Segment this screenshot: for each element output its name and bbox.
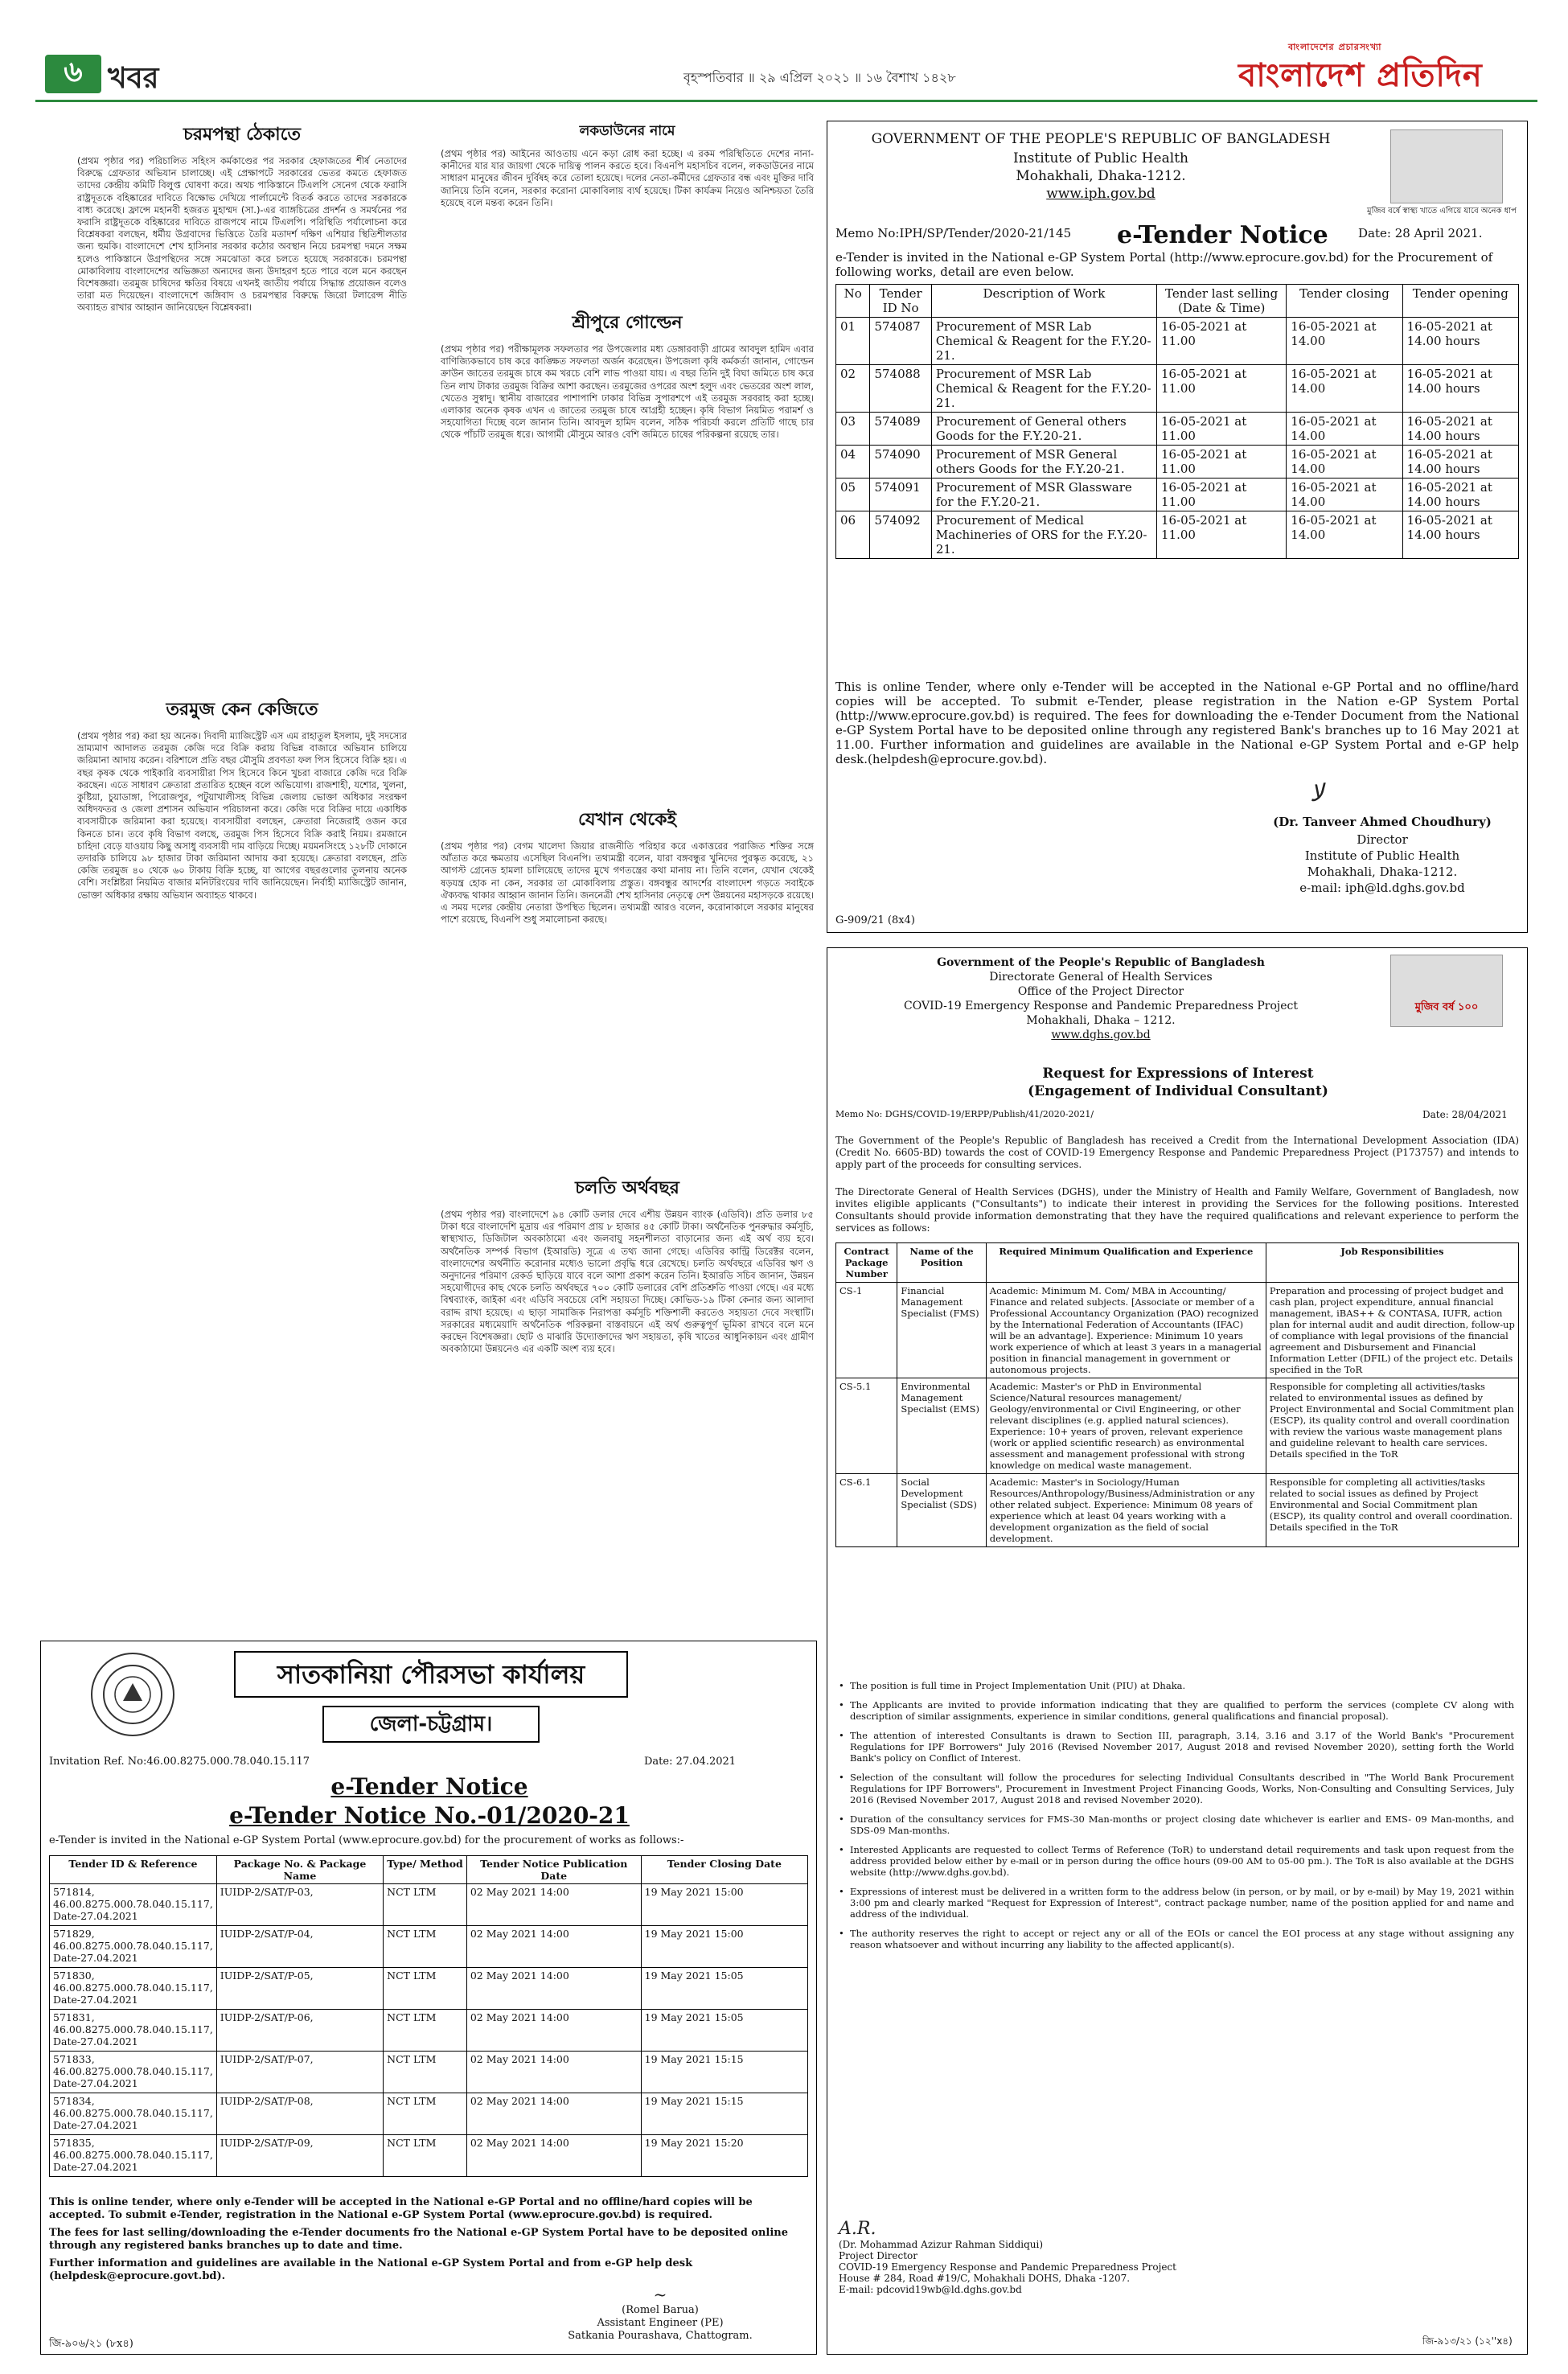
dghs-line-1: Government of the People's Republic of Bangladesh [937, 956, 1265, 969]
story-3-title: লকডাউনের নামে [579, 123, 675, 139]
table-cell: 16-05-2021 at 14.00 [1287, 318, 1402, 365]
satkania-signer-name: (Romel Barua) [622, 2304, 699, 2316]
list-item: • The authority reserves the right to accept or reject any or all of the EOIs or cancel the EOI process at any stage without assigning any reason whatsoever and without incurring any liability to the affected applicant(s). [839, 1928, 1514, 1950]
iph-ad-code: G-909/21 (8x4) [835, 914, 915, 926]
dghs-line-2: Directorate General of Health Services [989, 971, 1213, 984]
dghs-sig-title: Project Director [839, 2250, 918, 2261]
story-6-title: চলতি অর্থবছর [575, 1178, 679, 1198]
table-cell: 571835, 46.00.8275.000.78.040.15.117, Date-27.04.2021 [50, 2135, 217, 2177]
story-4-body: (প্রথম পৃষ্ঠার পর) পরীক্ষামূলক সফলতার পর উপজেলার মধ্য ডেঙ্গারবাড়ী গ্রামের আবদুল হামিদ এবার বাণিজ্যিকভাবে চাষ করে কাঙ্ক্ষিত সফলতা অর্জন করেছেন। উপজেলা কৃষি কর্মকর্তা জানান, গোল্ডেন ক্রাউন জাতের তরমুজ চাষে কম খরচে বেশি লাভ পাওয়া যায়। এ বছর তিনি দুই বিঘা জমিতে চাষ করে তিন লাখ টাকার তরমুজ বিক্রির আশা করছেন। তরমুজের ওপরের অংশ হলুদ এবং ভেতরের অংশ লাল, খেতেও সুস্বাদু। স্থানীয় বাজারের পাশাপাশি ঢাকার বিভিন্ন সুপারশপে এই তরমুজ সরবরাহ করা হচ্ছে। এলাকার অনেক কৃষক এখন এ জাতের তরমুজ চাষে আগ্রহী হচ্ছেন। কৃষি বিভাগ নিয়মিত পরামর্শ ও সহযোগিতা দিচ্ছে বলে জানান তিনি। আবদুল হামিদ বলেন, সঠিক পরিচর্যা করলে প্রতিটি গাছে চার থেকে পাঁচটি তরমুজ ধরে। আগামী মৌসুমে আরও বেশি জমিতে চাষের পরিকল্পনা রয়েছে তার। [441, 343, 817, 441]
table-cell: IUIDP-2/SAT/P-05, [216, 1968, 383, 2010]
iph-footer: This is online Tender, where only e-Tender will be accepted in the National e-GP Portal and no offline/hard copies will be accepted. To submit e-Tender, please registration in the Nation e-GP System Portal (http://www.eprocure.gov.bd) is required. The fees for downloading the e-Tender Document from the National e-GP System Portal have to be deposited online through any registered Bank's branches up to 16 May 2021 at 11.00. Further information and guidelines are available in the National e-GP System Portal and e-GP help desk.(helpdesh@eprocure.gov.bd). [835, 680, 1519, 766]
table-row [836, 1283, 1519, 1378]
iph-institute: Institute of Public Health [1013, 150, 1188, 166]
table-cell: 02 May 2021 14:00 [466, 1968, 641, 2010]
dghs-col-header: Contract Package Number [836, 1243, 897, 1283]
satkania-office-title: সাতকানিয়া পৌরসভা কার্যালয় [234, 1651, 628, 1698]
table-cell: 571831, 46.00.8275.000.78.040.15.117, Date-27.04.2021 [50, 2010, 217, 2052]
table-cell: Academic: Master's in Sociology/Human Resources/Anthropology/Business/Administration or any other related subject. Experience: Minimum 08 years of experience which at least 04 years working with a development organization as the field of social development. [986, 1474, 1266, 1547]
pourashava-seal-icon [91, 1653, 174, 1736]
table-cell: 574088 [870, 365, 931, 413]
story-1-body: (প্রথম পৃষ্ঠার পর) পরিচালিত সহিংস কর্মকাণ্ডের পর সরকার হেফাজতের শীর্ষ নেতাদের বিরুদ্ধে গ্রেফতার অভিযান চালাচ্ছে। এই প্রেক্ষাপটে সরকারের ভেতর কমতে হেফাজত তাদের কেন্দ্রীয় কমিটি বিলুপ্ত ঘোষণা করে। অথচ পাকিস্তানে টিএলপি সেনেগ থেকে ফরাসি রাষ্ট্রদূতকে বহিষ্কারের দাবিতে বিক্ষোভ দেখিয়ে পার্লামেন্টে বিতর্ক করতে তাদের সরকারকে বাধ্য করেছে। ফ্রান্সে মহানবী হজরত মুহাম্মদ (সা.)-এর ব্যাঙ্গচিত্রের প্রদর্শন ও সমর্থনের পর ফরাসি রাষ্ট্রদূতকে বহিষ্কারের দাবিতে রাজপথে নামে টিএলপি। পরিস্থিতি পর্যালোচনা করে বিশ্লেষকরা বলছেন, ধর্মীয় উগ্রবাদের ভিত্তিতে তৈরি মতাদর্শ দক্ষিণ এশিয়ার স্থিতিশীলতার জন্য হুমকি। বাংলাদেশে শেখ হাসিনার সরকার কঠোর অবস্থান নিয়ে চরমপন্থা দমনে সক্ষম হলেও পাকিস্তানে উগ্রপন্থিদের সঙ্গে সমঝোতা করে চলতে হয়েছে সরকারকে। চরমপন্থা মোকাবিলায় বাংলাদেশের অভিজ্ঞতা অন্যদের জন্য উদাহরণ হতে পারে বলে মনে করছেন বিশেষজ্ঞরা। তরমুজ চাষিদের ক্ষতির বিষয়ে এখনই জাতীয় পর্যায়ে সিদ্ধান্ত প্রয়োজন বলেও তারা মত দিয়েছেন। বাংলাদেশে জঙ্গিবাদ ও চরমপন্থার বিরুদ্ধে জিরো টলারেন্স নীতি অব্যাহত রাখার আহ্বান জানিয়েছেন বিশ্লেষকরা। [77, 155, 410, 314]
satkania-tender-table [49, 1855, 808, 2177]
iph-tender-table [835, 284, 1519, 559]
table-cell: 574087 [870, 318, 931, 365]
table-cell: Procurement of Medical Machineries of ORS for the F.Y.20-21. [931, 511, 1156, 559]
story-2 [77, 696, 410, 902]
table-cell: 19 May 2021 15:05 [641, 2010, 807, 2052]
table-cell: IUIDP-2/SAT/P-06, [216, 2010, 383, 2052]
list-item: • Interested Applicants are requested to collect Terms of Reference (ToR) to understand detail requirements and task upon request from the address provided below either by e-mail or in person during the office hours (09-00 AM to 05-00 pm.). The ToR is also available at the DGHS website (http://www.dghs.gov.bd). [839, 1844, 1514, 1878]
list-item: • Expressions of interest must be delivered in a written form to the address below (in person, or by mail, or by e-mail) by May 19, 2021 within 3:00 pm and clearly marked "Request for Expression of Interest", contract package number, name of the position applied for and name and address of the individual. [839, 1886, 1514, 1920]
issue-date: বৃহস্পতিবার ॥ ২৯ এপ্রিল ২০২১ ॥ ১৬ বৈশাখ ১৪২৮ [683, 70, 956, 85]
table-cell: Academic: Minimum M. Com/ MBA in Accounting/ Finance and related subjects. [Associate or member of a Professional Accountancy Organization (PAO) recognized by the International Federation of Accountants (IFAC) will be an advantage]. Experience: Minimum 10 years work experience of which at least 3 years in a managerial position in financial management in government or autonomous projects. [986, 1283, 1266, 1378]
list-item: • Duration of the consultancy services for FMS-30 Man-months or project closing date whichever is earlier and EMS- 09 Man-months, and SDS-09 Man-months. [839, 1813, 1514, 1836]
satkania-col-header: Type/ Method [384, 1856, 467, 1884]
table-cell: Procurement of MSR Glassware for the F.Y.20-21. [931, 478, 1156, 511]
satkania-invitation-ref: Invitation Ref. No:46.00.8275.000.78.040.15.117 [49, 1756, 310, 1768]
table-cell: NCT LTM [384, 1968, 467, 2010]
list-item: • The position is full time in Project Implementation Unit (PIU) at Dhaka. [839, 1680, 1514, 1691]
table-row [836, 365, 1519, 413]
iph-sig-title: Director [1357, 832, 1408, 847]
table-cell: 02 May 2021 14:00 [466, 2135, 641, 2177]
table-row [50, 1884, 808, 1926]
table-cell: Financial Management Specialist (FMS) [897, 1283, 986, 1378]
portrait-image [1390, 129, 1503, 203]
table-cell: 16-05-2021 at 11.00 [1157, 413, 1287, 446]
dghs-line-6: www.dghs.gov.bd [1051, 1029, 1151, 1041]
table-cell: IUIDP-2/SAT/P-04, [216, 1926, 383, 1968]
table-row [50, 2135, 808, 2177]
iph-web: www.iph.gov.bd [1046, 186, 1155, 202]
satkania-col-header: Package No. & Package Name [216, 1856, 383, 1884]
table-cell: 19 May 2021 15:20 [641, 2135, 807, 2177]
story-2-body: (প্রথম পৃষ্ঠার পর) করা হয় অনেক। দিবাদী ম্যাজিস্ট্রেট এস এম রাহাতুল ইসলাম, দুই সদস্যের ভ্রাম্যমাণ আদালত তরমুজ কেজি দরে বিক্রি করায় বিভিন্ন বাজারে অভিযান চালিয়ে জরিমানা আদায় করেন। বরিশালে প্রতি বছর মৌসুমি প্রবণতা ফল পিস হিসেবে বিক্রি হয়। এ বছর কৃষক থেকে পাইকারি ব্যবসায়ীরা পিস হিসেবে কিনে খুচরা বাজারে কেজি দরে বিক্রি করছেন। এতে সাধারণ ক্রেতারা প্রতারিত হচ্ছেন বলে অভিযোগ। রাজশাহী, যশোর, খুলনা, কুষ্টিয়া, চুয়াডাঙ্গা, পিরোজপুর, পটুয়াখালীসহ বিভিন্ন জেলায় ভোক্তা অধিকার সংরক্ষণ অধিদফতর ও জেলা প্রশাসন অভিযান পরিচালনা করে। কেজি দরে বিক্রির দায়ে একাধিক ব্যবসায়ীকে জরিমানা করা হয়েছে। ব্যবসায়ীরা বলছেন, ক্রেতারা নিজেরাই ওজন করে কিনতে চান। তবে কৃষি বিভাগ বলছে, তরমুজ পিস হিসেবে বিক্রি করাই নিয়ম। রমজানে চাহিদা বেড়ে যাওয়ায় কিছু অসাধু ব্যবসায়ী দাম বাড়িয়ে দিচ্ছে। ময়মনসিংহে ১২৮টি দোকানে তদারকি চালিয়ে ৯৮ হাজার টাকা জরিমানা আদায় করা হয়েছে। ক্রেতারা বলছেন, প্রতি কেজি তরমুজ ৪০ থেকে ৬০ টাকায় বিক্রি হচ্ছে, যা আগের বছরগুলোর তুলনায় অনেক বেশি। সংশ্লিষ্টরা নিয়মিত বাজার মনিটরিংয়ের দাবি জানিয়েছেন। নির্বাহী ম্যাজিস্ট্রেট জানান, ভোক্তা অধিকার রক্ষায় অভিযান অব্যাহত থাকবে। [77, 730, 410, 901]
iph-col-header: Description of Work [931, 285, 1156, 318]
table-cell: 16-05-2021 at 14.00 hours [1402, 413, 1518, 446]
table-cell: 16-05-2021 at 11.00 [1157, 478, 1287, 511]
dghs-title-1: Request for Expressions of Interest [1042, 1066, 1314, 1082]
list-item: • The Applicants are invited to provide information indicating that they are qualified to perform the services (complete CV along with description of similar assignments, experience in similar conditions, general qualifications and financial proposal). [839, 1699, 1514, 1722]
table-cell: CS-1 [836, 1283, 897, 1378]
dghs-signature-mark: A.R. [839, 2219, 876, 2239]
table-cell: 16-05-2021 at 11.00 [1157, 318, 1287, 365]
iph-sig-email: e-mail: iph@ld.dghs.gov.bd [1299, 881, 1465, 895]
iph-col-header: Tender closing [1287, 285, 1402, 318]
list-item: • Selection of the consultant will follow the procedures for selecting Individual Consultants described in "The World Bank Procurement Regulations for IPF Borrowers", Procurement in Investment Project Financing Goods, Works, Non-Consulting and Consulting Services, July 2016 (Revised November 2017, August 2018 and revised November 2020). [839, 1772, 1514, 1805]
satkania-signer-office: Satkania Pourashava, Chattogram. [568, 2330, 753, 2342]
table-cell: 02 May 2021 14:00 [466, 1884, 641, 1926]
satkania-intro: e-Tender is invited in the National e-GP System Portal (www.eprocure.gov.bd) for the procurement of works as follows:- [49, 1834, 684, 1846]
table-cell: 16-05-2021 at 14.00 [1287, 511, 1402, 559]
table-cell: Responsible for completing all activities/tasks related to environmental issues as defined by Project Environmental and Social Commitment plan (ESCP), its quality control and overall coordination with review the various waste management plans and guideline relevant to health care services. Details specified in the ToR [1266, 1378, 1518, 1474]
page-number: ৬ [45, 55, 101, 93]
table-cell: 05 [836, 478, 870, 511]
table-row [50, 2052, 808, 2093]
table-cell: IUIDP-2/SAT/P-09, [216, 2135, 383, 2177]
table-cell: 02 May 2021 14:00 [466, 2093, 641, 2135]
dghs-eoi-ad [827, 947, 1528, 2355]
table-cell: Social Development Specialist (SDS) [897, 1474, 986, 1547]
story-5 [441, 806, 817, 926]
dghs-para-2: The Directorate General of Health Services (DGHS), under the Ministry of Health and Family Welfare, Government of Bangladesh, now invites eligible applicants ("Consultants") to indicate their interest in providing the Services for the following positions. Interested Consultants should provide information demonstrating that they have the required qualifications and relevant experience to perform the services as follows: [835, 1186, 1519, 1234]
iph-slogan: মুজিব বর্ষে স্বাস্থ্য খাতে এগিয়ে যাবে অনেক ধাপ [1367, 207, 1517, 216]
table-row [836, 318, 1519, 365]
satkania-tender-ad [40, 1641, 817, 2355]
satkania-subheading: e-Tender Notice No.-01/2020-21 [229, 1802, 630, 1829]
table-cell: Academic: Master's or PhD in Environmental Science/Natural resources management/ Geology/environmental or Civil Engineering, or other relevant disciplines (e.g. applied natural sciences). Experience: 10+ years of proven, relevant experience (work or applied scientific research) as environmental assessment and management professional with strong knowledge on medical waste management. [986, 1378, 1266, 1474]
iph-address: Mohakhali, Dhaka-1212. [1016, 168, 1186, 184]
satkania-footer-1: This is online tender, where only e-Tender will be accepted in the National e-GP Portal and no offline/hard copies will be accepted. To submit e-Tender, registration in the National e-GP System Portal (www.eprocure.gov.bd) is required. [49, 2196, 753, 2221]
table-cell: 571834, 46.00.8275.000.78.040.15.117, Date-27.04.2021 [50, 2093, 217, 2135]
table-cell: 571830, 46.00.8275.000.78.040.15.117, Date-27.04.2021 [50, 1968, 217, 2010]
table-cell: 04 [836, 446, 870, 478]
dghs-col-header: Name of the Position [897, 1243, 986, 1283]
story-1 [77, 121, 410, 314]
table-cell: 16-05-2021 at 14.00 [1287, 446, 1402, 478]
table-cell: 16-05-2021 at 14.00 hours [1402, 511, 1518, 559]
table-cell: 02 May 2021 14:00 [466, 1926, 641, 1968]
table-cell: NCT LTM [384, 1884, 467, 1926]
satkania-col-header: Tender ID & Reference [50, 1856, 217, 1884]
story-4 [441, 309, 817, 442]
iph-col-header: Tender opening [1402, 285, 1518, 318]
dghs-signature-block [839, 2219, 1241, 2295]
story-3-body: (প্রথম পৃষ্ঠার পর) আইনের আওতায় এনে কড়া রোধ করা হচ্ছে। এ রকম পরিস্থিতিতে দেশের নানা-কানীদের যার যার জায়গা থেকে দায়িত্ব পালন করতে হবে। বিএনপি মহাসচিব বলেন, লকডাউনের নামে সাধারণ মানুষের জীবন দুর্বিষহ করে তোলা হয়েছে। দলের নেতা-কর্মীদের গ্রেফতার বন্ধ এবং মুক্তির দাবি জানিয়ে তিনি বলেন, সরকার করোনা মোকাবিলায় ব্যর্থ হয়েছে। টিকা কার্যক্রম নিয়েও অনিশ্চয়তা তৈরি হয়েছে বলে মন্তব্য করেন তিনি। [441, 148, 817, 208]
iph-sig-name: (Dr. Tanveer Ahmed Choudhury) [1273, 815, 1492, 829]
table-cell: Preparation and processing of project budget and cash plan, project expenditure, annual financial management, iBAS++ & CONTASA, IUFR, action plan for internal audit and audit direction, follow-up of compliance with legal provisions of the financial agreement and Disbursement and Financial Information Letter (DFIL) of the project etc. Details specified in the ToR [1266, 1283, 1518, 1378]
satkania-district: জেলা-চট্টগ্রাম। [322, 1706, 540, 1743]
table-cell: 03 [836, 413, 870, 446]
dghs-bullet-list [839, 1680, 1514, 1958]
dghs-date: Date: 28/04/2021 [1422, 1109, 1508, 1120]
table-cell: 16-05-2021 at 11.00 [1157, 511, 1287, 559]
satkania-footer-3: Further information and guidelines are available in the National e-GP System Portal and from e-GP help desk (helpdesk@eprocure.govt.bd). [49, 2257, 693, 2282]
header-rule [35, 100, 1537, 102]
table-cell: NCT LTM [384, 1926, 467, 1968]
iph-intro: e-Tender is invited in the National e-GP System Portal (http://www.eprocure.gov.bd) for the Procurement of following works, detail are even below. [835, 250, 1493, 279]
table-cell: 19 May 2021 15:15 [641, 2093, 807, 2135]
iph-col-header: No [836, 285, 870, 318]
table-row [836, 511, 1519, 559]
iph-sig-addr: Mohakhali, Dhaka-1212. [1307, 865, 1458, 879]
table-cell: 06 [836, 511, 870, 559]
satkania-signer-title: Assistant Engineer (PE) [597, 2317, 724, 2329]
table-cell: 01 [836, 318, 870, 365]
table-cell: Procurement of General others Goods for the F.Y.20-21. [931, 413, 1156, 446]
table-cell: 16-05-2021 at 14.00 [1287, 478, 1402, 511]
table-cell: 574090 [870, 446, 931, 478]
signature-mark: ~ [653, 2285, 667, 2304]
dghs-positions-table [835, 1242, 1519, 1547]
table-cell: 16-05-2021 at 14.00 hours [1402, 446, 1518, 478]
satkania-signature-block [523, 2285, 797, 2343]
mujib-100-badge-icon: মুজিব বর্ষ ১০০ [1414, 1001, 1479, 1013]
satkania-footer-2: The fees for last selling/downloading the e-Tender documents fro the National e-GP System Portal have to be deposited online through any registered banks branches up to date and time. [49, 2227, 789, 2252]
table-cell: 16-05-2021 at 11.00 [1157, 446, 1287, 478]
table-cell: 16-05-2021 at 14.00 hours [1402, 478, 1518, 511]
table-row [836, 1474, 1519, 1547]
table-cell: 02 [836, 365, 870, 413]
dghs-sig-name: (Dr. Mohammad Azizur Rahman Siddiqui) [839, 2239, 1044, 2250]
table-cell: NCT LTM [384, 2052, 467, 2093]
table-cell: NCT LTM [384, 2093, 467, 2135]
dghs-col-header: Job Responsibilities [1266, 1243, 1518, 1283]
story-6-body: (প্রথম পৃষ্ঠার পর) বাংলাদেশে ৯৪ কোটি ডলার দেবে এশীয় উন্নয়ন ব্যাংক (এডিবি)। প্রতি ডলার ৮৫ টাকা ধরে বাংলাদেশি মুদ্রায় এর পরিমাণ প্রায় ৮ হাজার ৪৫ কোটি টাকা। অর্থনৈতিক পুনরুদ্ধার কর্মসূচি, স্বাস্থ্যখাত, ডিজিটাল অবকাঠামো এবং জলবায়ু সহনশীলতা বাড়ানোর জন্য এই অর্থ ব্যয় হবে। অর্থনৈতিক সম্পর্ক বিভাগ (ইআরডি) সূত্রে এ তথ্য জানা গেছে। এডিবির কান্ট্রি ডিরেক্টর বলেন, বাংলাদেশের অর্থনীতি করোনার মধ্যেও ভালো প্রবৃদ্ধি ধরে রেখেছে। চলতি অর্থবছরে এডিবির ঋণ ও অনুদানের পরিমাণ রেকর্ড ছাড়িয়ে যাবে বলে আশা প্রকাশ করেন তিনি। ইআরডি সচিব জানান, উন্নয়ন সহযোগীদের কাছ থেকে চলতি অর্থবছরে ৭০০ কোটি ডলারের বেশি প্রতিশ্রুতি পাওয়া গেছে। এর মধ্যে বিশ্বব্যাংক, জাইকা এবং এডিবি সবচেয়ে বেশি সহায়তা দিচ্ছে। কোভিড-১৯ টিকা কেনার জন্য আলাদা বরাদ্দ রাখা হয়েছে। এ ছাড়া সামাজিক নিরাপত্তা কর্মসূচি শক্তিশালী করতেও সহায়তা দেবে সংস্থাটি। সরকারের মধ্যমেয়াদি অর্থনৈতিক পরিকল্পনা বাস্তবায়নে এই অর্থ গুরুত্বপূর্ণ ভূমিকা রাখবে বলে মনে করছেন বিশেষজ্ঞরা। ছোট ও মাঝারি উদ্যোক্তাদের ঋণ সহায়তা, কৃষি খাতের আধুনিকায়ন এবং গ্রামীণ অবকাঠামো উন্নয়নেও এর একটি অংশ ব্যয় হবে। [441, 1209, 817, 1355]
table-row [50, 1968, 808, 2010]
satkania-heading: e-Tender Notice [330, 1773, 528, 1800]
table-cell: 02 May 2021 14:00 [466, 2052, 641, 2093]
table-cell: 571833, 46.00.8275.000.78.040.15.117, Date-27.04.2021 [50, 2052, 217, 2093]
table-cell: 16-05-2021 at 11.00 [1157, 365, 1287, 413]
iph-tender-ad [827, 121, 1528, 933]
story-3 [441, 121, 817, 209]
table-row [836, 446, 1519, 478]
table-row [50, 2010, 808, 2052]
satkania-date: Date: 27.04.2021 [644, 1756, 737, 1768]
iph-gov: GOVERNMENT OF THE PEOPLE'S REPUBLIC OF BANGLADESH [871, 131, 1331, 147]
table-cell: NCT LTM [384, 2010, 467, 2052]
table-row [50, 1926, 808, 1968]
table-cell: Procurement of MSR Lab Chemical & Reagent for the F.Y.20-21. [931, 318, 1156, 365]
table-cell: NCT LTM [384, 2135, 467, 2177]
table-row [836, 478, 1519, 511]
table-cell: 16-05-2021 at 14.00 hours [1402, 318, 1518, 365]
iph-col-header: Tender ID No [870, 285, 931, 318]
table-cell: 19 May 2021 15:00 [641, 1926, 807, 1968]
dghs-memo: Memo No: DGHS/COVID-19/ERPP/Publish/41/2020-2021/ [835, 1109, 1094, 1119]
dghs-line-4: COVID-19 Emergency Response and Pandemic Preparedness Project [904, 1000, 1298, 1012]
table-cell: IUIDP-2/SAT/P-03, [216, 1884, 383, 1926]
dghs-line-3: Office of the Project Director [1017, 985, 1184, 998]
satkania-col-header: Tender Notice Publication Date [466, 1856, 641, 1884]
story-5-body: (প্রথম পৃষ্ঠার পর) বেগম খালেদা জিয়ার রাজনীতি পরিহার করে একাত্তরের পরাজিত শক্তির সঙ্গে আঁতাত করে ক্ষমতায় এসেছিল বিএনপি। তথ্যমন্ত্রী বলেন, যারা বঙ্গবন্ধুর খুনিদের পুরস্কৃত করেছে, ২১ আগস্ট গ্রেনেড হামলা চালিয়েছে তাদের মুখে গণতন্ত্রের কথা মানায় না। তিনি বলেন, যেখান থেকেই ষড়যন্ত্র হোক না কেন, সরকার তা মোকাবিলায় প্রস্তুত। বঙ্গবন্ধুর আদর্শের বাংলাদেশ গড়তে সবাইকে ঐক্যবদ্ধ থাকার আহ্বান জানান তিনি। জননেত্রী শেখ হাসিনার নেতৃত্বে দেশ উন্নয়নের মহাসড়কে রয়েছে। এ সময় দলের কেন্দ্রীয় নেতারা উপস্থিত ছিলেন। তথ্যমন্ত্রী আরও বলেন, করোনাকালে সরকার মানুষের পাশে রয়েছে, বিএনপি শুধু সমালোচনা করছে। [441, 840, 817, 926]
table-row [836, 413, 1519, 446]
table-row [836, 1378, 1519, 1474]
table-cell: 19 May 2021 15:15 [641, 2052, 807, 2093]
table-cell: 19 May 2021 15:05 [641, 1968, 807, 2010]
dghs-title-2: (Engagement of Individual Consultant) [1028, 1083, 1328, 1099]
satkania-ad-code: জি-৯০৬/২১ (৮x৪) [49, 2338, 133, 2350]
table-cell: 16-05-2021 at 14.00 [1287, 365, 1402, 413]
table-cell: 16-05-2021 at 14.00 [1287, 413, 1402, 446]
dghs-line-5: Mohakhali, Dhaka – 1212. [1026, 1014, 1176, 1027]
story-5-title: যেখান থেকেই [577, 810, 677, 830]
story-1-title: চরমপন্থা ঠেকাতে [183, 125, 301, 145]
table-cell: IUIDP-2/SAT/P-08, [216, 2093, 383, 2135]
table-cell: 574091 [870, 478, 931, 511]
dghs-para-1: The Government of the People's Republic of Bangladesh has received a Credit from the International Development Association (IDA) (Credit No. 6605-BD) towards the cost of COVID-19 Emergency Response and Pandemic Preparedness Project (P173757) and intends to apply part of the proceeds for consulting services. [835, 1135, 1519, 1170]
table-cell: IUIDP-2/SAT/P-07, [216, 2052, 383, 2093]
dghs-ad-code: জি-৯১৩/২১ (১২''x৪) [1422, 2335, 1513, 2347]
table-cell: CS-5.1 [836, 1378, 897, 1474]
dghs-sig-addr: House # 284, Road #19/C, Mohakhali DOHS, Dhaka -1207. [839, 2273, 1131, 2284]
dghs-col-header: Required Minimum Qualification and Experience [986, 1243, 1266, 1283]
table-cell: Procurement of MSR Lab Chemical & Reagent for the F.Y.20-21. [931, 365, 1156, 413]
table-cell: 16-05-2021 at 14.00 hours [1402, 365, 1518, 413]
story-4-title: শ্রীপুরে গোল্ডেন [572, 313, 683, 333]
satkania-col-header: Tender Closing Date [641, 1856, 807, 1884]
iph-sig-inst: Institute of Public Health [1304, 848, 1460, 863]
story-6 [441, 1174, 817, 1355]
paper-logo [1238, 42, 1483, 104]
iph-title: e-Tender Notice [1117, 221, 1328, 249]
iph-signature-mark: ﻻ [1310, 779, 1324, 807]
table-cell: Responsible for completing all activities/tasks related to social issues as defined by Project Environmental and Social Commitment plan (ESCP), its quality control and overall coordination. Details specified in the ToR [1266, 1474, 1518, 1547]
story-2-title: তরমুজ কেন কেজিতে [166, 700, 318, 720]
table-row [50, 2093, 808, 2135]
table-cell: CS-6.1 [836, 1474, 897, 1547]
dghs-sig-proj: COVID-19 Emergency Response and Pandemic Preparedness Project [839, 2261, 1176, 2273]
table-cell: 574089 [870, 413, 931, 446]
iph-col-header: Tender last selling (Date & Time) [1157, 285, 1287, 318]
table-cell: 574092 [870, 511, 931, 559]
paper-name: বাংলাদেশ প্রতিদিন [1238, 57, 1483, 94]
iph-memo: Memo No:IPH/SP/Tender/2020-21/145 [835, 226, 1072, 240]
dghs-sig-email: E-mail: pdcovid19wb@ld.dghs.gov.bd [839, 2284, 1022, 2295]
section-title: খবর [108, 62, 159, 95]
table-cell: 02 May 2021 14:00 [466, 2010, 641, 2052]
paper-tagline: বাংলাদেশের প্রচারসংখ্যা [1288, 42, 1382, 52]
table-cell: 19 May 2021 15:00 [641, 1884, 807, 1926]
iph-date: Date: 28 April 2021. [1358, 226, 1483, 240]
table-cell: Procurement of MSR General others Goods for the F.Y.20-21. [931, 446, 1156, 478]
list-item: • The attention of interested Consultants is drawn to Section III, paragraph, 3.14, 3.16 and 3.17 of the World Bank's "Procurement Regulations for IPF Borrowers" July 2016 (Revised November 2017, August 2018 and revised November 2020), setting forth the World Bank's policy on Conflict of Interest. [839, 1730, 1514, 1764]
table-cell: 571829, 46.00.8275.000.78.040.15.117, Date-27.04.2021 [50, 1926, 217, 1968]
table-cell: Environmental Management Specialist (EMS) [897, 1378, 986, 1474]
table-cell: 571814, 46.00.8275.000.78.040.15.117, Date-27.04.2021 [50, 1884, 217, 1926]
